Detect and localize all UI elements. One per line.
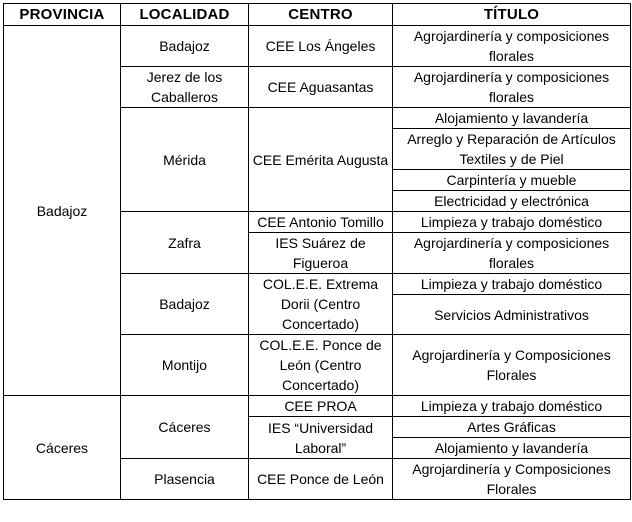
- titulo-cell: Servicios Administrativos: [393, 295, 631, 335]
- titulo-cell: Limpieza y trabajo doméstico: [393, 274, 631, 295]
- titulo-cell: Carpintería y mueble: [393, 170, 631, 191]
- table-row: [4, 396, 631, 417]
- localidad-cell: Badajoz: [121, 26, 249, 67]
- localidad-cell: Plasencia: [121, 459, 249, 500]
- centro-cell: COL.E.E. Extrema Dorii (Centro Concertado): [249, 274, 393, 335]
- centro-cell: CEE Los Ángeles: [249, 26, 393, 67]
- titulo-cell: Alojamiento y lavandería: [393, 438, 631, 459]
- titulo-cell: Limpieza y trabajo doméstico: [393, 396, 631, 417]
- centro-cell: CEE Emérita Augusta: [249, 108, 393, 212]
- titulo-cell: Alojamiento y lavandería: [393, 108, 631, 129]
- localidad-cell: Badajoz: [121, 274, 249, 335]
- titulo-cell: Arreglo y Reparación de Artículos Textiles y de Piel: [393, 129, 631, 170]
- centros-table: [3, 3, 631, 500]
- header-row: [4, 4, 631, 26]
- centro-cell: CEE Ponce de León: [249, 459, 393, 500]
- titulo-cell: Agrojardinería y Composiciones Florales: [393, 335, 631, 396]
- titulo-cell: Agrojardinería y Composiciones Florales: [393, 459, 631, 500]
- centro-cell: IES “Universidad Laboral”: [249, 417, 393, 459]
- header-provincia: PROVINCIA: [4, 4, 121, 26]
- localidad-cell: Zafra: [121, 212, 249, 274]
- centro-cell: CEE Aguasantas: [249, 67, 393, 108]
- header-localidad: LOCALIDAD: [121, 4, 249, 26]
- provincia-cell: Cáceres: [4, 396, 121, 500]
- titulo-cell: Artes Gráficas: [393, 417, 631, 438]
- localidad-cell: Jerez de los Caballeros: [121, 67, 249, 108]
- centro-cell: CEE Antonio Tomillo: [249, 212, 393, 233]
- centro-cell: COL.E.E. Ponce de León (Centro Concertado): [249, 335, 393, 396]
- titulo-cell: Agrojardinería y composiciones florales: [393, 67, 631, 108]
- titulo-cell: Limpieza y trabajo doméstico: [393, 212, 631, 233]
- provincia-cell: Badajoz: [4, 26, 121, 396]
- localidad-cell: Cáceres: [121, 396, 249, 459]
- centro-cell: CEE PROA: [249, 396, 393, 417]
- table-row: [4, 26, 631, 67]
- titulo-cell: Electricidad y electrónica: [393, 191, 631, 212]
- localidad-cell: Mérida: [121, 108, 249, 212]
- titulo-cell: Agrojardinería y composiciones florales: [393, 26, 631, 67]
- header-titulo: TÍTULO: [393, 4, 631, 26]
- centro-cell: IES Suárez de Figueroa: [249, 233, 393, 274]
- header-centro: CENTRO: [249, 4, 393, 26]
- localidad-cell: Montijo: [121, 335, 249, 396]
- titulo-cell: Agrojardinería y composiciones florales: [393, 233, 631, 274]
